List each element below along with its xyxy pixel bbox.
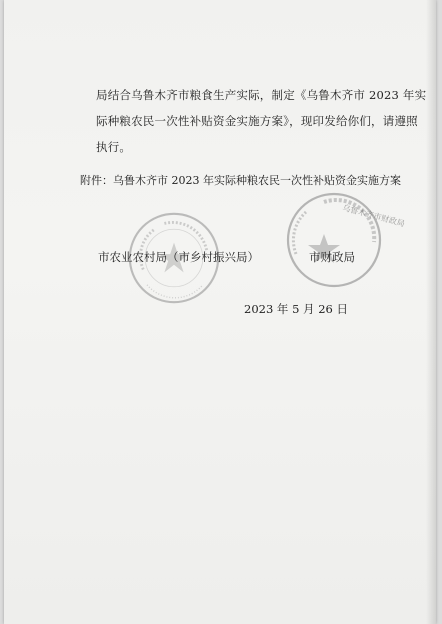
finance-seal-text: 乌鲁木齐市财政局 (341, 203, 406, 229)
document-page (4, 0, 436, 624)
body-line: 局结合乌鲁木齐市粮食生产实际，制定《乌鲁木齐市 2023 年实 (96, 88, 427, 102)
body-line: 执行。 (96, 140, 132, 154)
attachment-line: 附件：乌鲁木齐市 2023 年实际种粮农民一次性补贴资金实施方案 (80, 174, 401, 187)
body-line: 际种粮农民一次性补贴资金实施方案》，现印发给你们，请遵照 (96, 114, 418, 128)
page-edge-shadow (426, 0, 436, 624)
finance-bureau-signatory: 市财政局 (309, 250, 355, 264)
body-paragraph (96, 82, 427, 160)
finance-bureau-seal (284, 190, 406, 290)
document-date: 2023 年 5 月 26 日 (244, 302, 348, 316)
agriculture-bureau-signatory: 市农业农村局（市乡村振兴局） (98, 250, 259, 264)
